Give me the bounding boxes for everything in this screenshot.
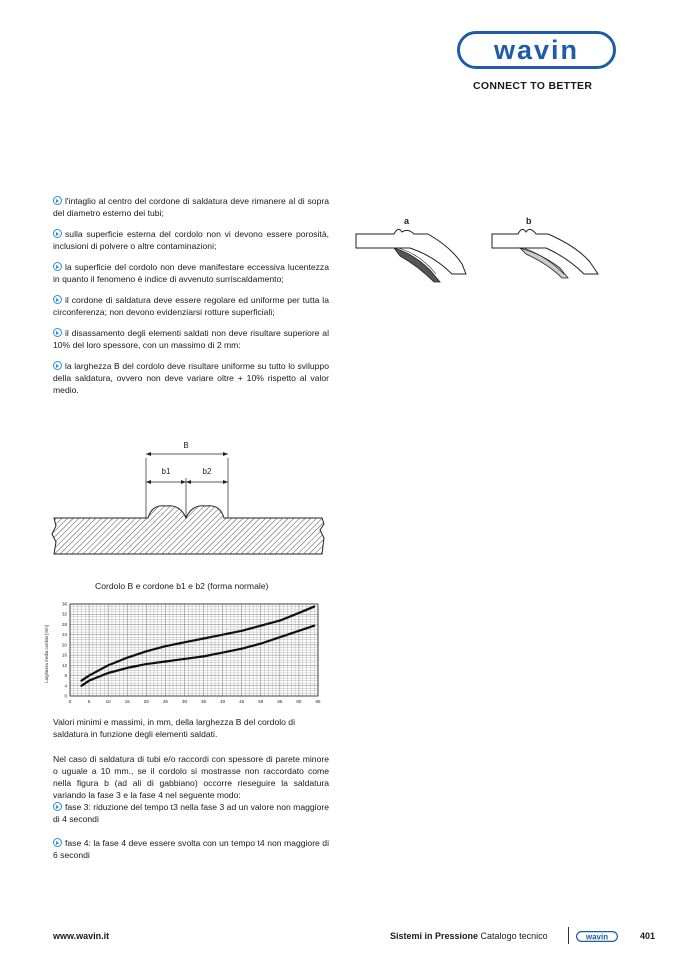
arrow-circle-icon	[53, 802, 62, 811]
label-b1: b1	[161, 467, 171, 476]
y-tick-label: 12	[61, 662, 67, 668]
tagline: CONNECT TO BETTER	[473, 80, 593, 92]
list-item: il disassamento degli elementi saldati non deve risultare superiore al 10% del loro spessore, con un massimo di 2 mm:	[53, 328, 329, 350]
y-tick-label: 16	[61, 652, 67, 658]
footer-title: Sistemi in Pressione Catalogo tecnico	[390, 931, 548, 941]
y-tick-label: 24	[61, 632, 67, 638]
chart-series	[81, 607, 314, 686]
label-b: b	[526, 216, 532, 226]
y-tick-label: 0	[64, 693, 67, 699]
list-item: la larghezza B del cordolo deve risultare uniforme su tutto lo sviluppo della saldatura, ovvero non deve variare oltre + 10% rispetto al valor medio.	[53, 361, 329, 395]
x-tick-label: 25	[162, 699, 168, 704]
arrow-circle-icon	[53, 361, 62, 370]
y-tick-label: 8	[64, 673, 67, 679]
x-tick-label: 20	[143, 699, 149, 704]
x-tick-label: 45	[239, 699, 245, 704]
wavin-logo	[457, 31, 616, 69]
footer-divider	[568, 927, 569, 944]
logo-text: wavin	[493, 35, 580, 65]
footer-logo-text: wavin	[585, 932, 609, 942]
arrow-circle-icon	[53, 229, 62, 238]
series-line-max	[81, 607, 314, 681]
arrow-circle-icon	[53, 328, 62, 337]
weld-bead-diagram	[40, 438, 330, 562]
list-item: fase 4: la fase 4 deve essere svolta con un tempo t4 non maggiore di 6 secondi	[53, 838, 329, 860]
arrow-circle-icon	[53, 295, 62, 304]
x-tick-label: 55	[277, 699, 283, 704]
label-B: B	[183, 441, 189, 450]
y-tick-label: 32	[61, 611, 67, 617]
arrow-circle-icon	[53, 838, 62, 847]
page-number: 401	[640, 931, 656, 941]
y-tick-label: 4	[64, 683, 67, 689]
criteria-list	[53, 195, 329, 405]
y-axis-ticks	[62, 602, 68, 699]
figure-a	[354, 212, 468, 284]
x-tick-label: 10	[105, 699, 111, 704]
procedure-text	[53, 753, 329, 861]
y-tick-label: 36	[61, 601, 67, 607]
list-item: sulla superficie esterna del cordolo non vi devono essere porosità, inclusioni di polvere o altre contaminazioni;	[53, 229, 329, 251]
x-tick-label: 0	[68, 699, 72, 704]
intro-paragraph: Nel caso di saldatura di tubi e/o raccordi con spessore di parete minore o uguale a 10 mm., se il cordolo si mostrasse non raccordato come nella figura b (ad ali di gabbiano) occorre rieseguire la saldatura variando la fase 3 e la fase 4 nel seguente modo:	[53, 754, 329, 800]
label-a: a	[404, 216, 410, 226]
y-tick-label: 28	[61, 621, 67, 627]
figure-b	[490, 212, 602, 284]
list-item: l'intaglio al centro del cordone di saldatura deve rimanere al di sopra del diametro esterno dei tubi;	[53, 196, 329, 218]
y-tick-label: 20	[61, 642, 67, 648]
bead-width-chart	[40, 596, 330, 714]
x-tick-label: 50	[258, 699, 264, 704]
arrow-circle-icon	[53, 196, 62, 205]
x-axis-ticks	[69, 699, 321, 704]
x-tick-label: 40	[220, 699, 226, 704]
x-tick-label: 30	[181, 699, 187, 704]
list-item: la superficie del cordolo non deve manifestare eccessiva lucentezza in quanto il fenomeno è indice di avvenuto surriscaldamento;	[53, 262, 329, 284]
label-b2: b2	[202, 467, 212, 476]
arrow-circle-icon	[53, 262, 62, 271]
y-axis-label: Larghezza media cordolo [mm]	[44, 625, 49, 683]
x-tick-label: 65	[315, 699, 321, 704]
chart-title: Cordolo B e cordone b1 e b2 (forma normale)	[95, 581, 269, 591]
chart-grid	[70, 604, 318, 696]
x-tick-label: 60	[296, 699, 302, 704]
footer-url[interactable]: www.wavin.it	[53, 931, 110, 941]
x-tick-label: 15	[124, 699, 130, 704]
list-item: fase 3: riduzione del tempo t3 nella fase 3 ad un valore non maggiore di 4 secondi	[53, 802, 329, 824]
x-tick-label: 35	[201, 699, 207, 704]
list-item: il cordone di saldatura deve essere regolare ed uniforme per tutta la circonferenza; non devono evidenziarsi rotture superficiali;	[53, 295, 329, 317]
x-tick-label: 5	[87, 699, 91, 704]
chart-caption: Valori minimi e massimi, in mm, della larghezza B del cordolo di saldatura in funzione degli elementi saldati.	[53, 717, 295, 739]
footer-wavin-logo	[576, 931, 618, 942]
